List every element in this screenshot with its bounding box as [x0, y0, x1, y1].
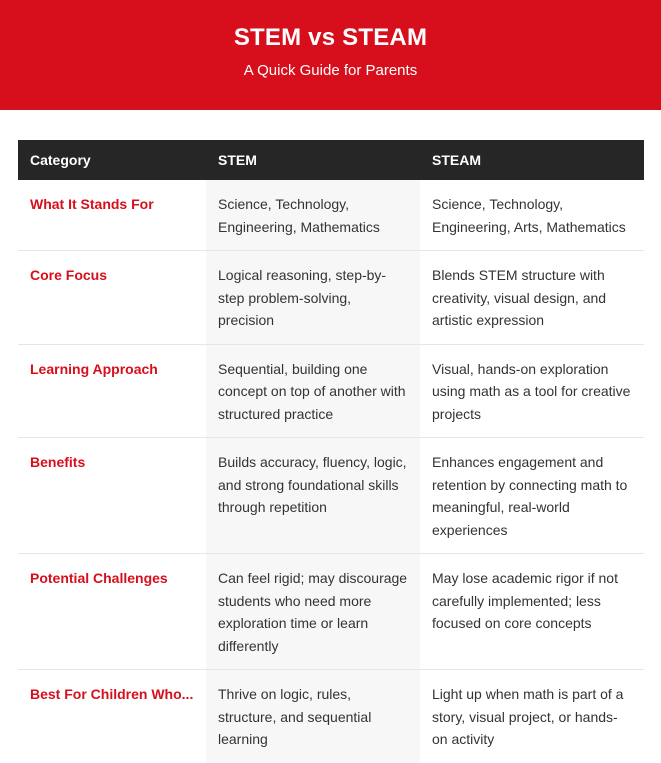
table-header	[18, 140, 644, 180]
steam-cell: Visual, hands-on exploration using math as a tool for creative projects	[420, 344, 644, 438]
category-cell: What It Stands For	[18, 180, 206, 251]
column-header-category: Category	[18, 140, 206, 180]
column-header-stem: STEM	[206, 140, 420, 180]
table-row	[18, 670, 644, 763]
table-row	[18, 554, 644, 670]
steam-cell: May lose academic rigor if not carefully implemented; less focused on core concepts	[420, 554, 644, 670]
stem-cell: Logical reasoning, step-by-step problem-solving, precision	[206, 251, 420, 345]
stem-cell: Builds accuracy, fluency, logic, and strong foundational skills through repetition	[206, 438, 420, 554]
column-header-steam: STEAM	[420, 140, 644, 180]
stem-cell: Thrive on logic, rules, structure, and sequential learning	[206, 670, 420, 763]
comparison-table	[18, 140, 644, 763]
category-cell: Best For Children Who...	[30, 686, 194, 702]
page-title: STEM vs STEAM	[233, 24, 428, 51]
steam-cell: Science, Technology, Engineering, Arts, Mathematics	[420, 180, 644, 251]
header-banner	[0, 0, 661, 110]
category-cell: Benefits	[18, 438, 206, 554]
steam-cell: Light up when math is part of a story, visual project, or hands-on activity	[420, 670, 644, 763]
table-row	[18, 180, 644, 251]
table-row	[18, 438, 644, 554]
table-body	[18, 180, 644, 763]
category-cell: Core Focus	[18, 251, 206, 345]
steam-cell: Blends STEM structure with creativity, visual design, and artistic expression	[420, 251, 644, 345]
table-row	[18, 251, 644, 345]
stem-cell: Science, Technology, Engineering, Mathematics	[206, 180, 420, 251]
comparison-table-container	[18, 140, 644, 763]
category-cell: Learning Approach	[18, 344, 206, 438]
table-row	[18, 344, 644, 438]
steam-cell: Enhances engagement and retention by connecting math to meaningful, real-world experiences	[420, 438, 644, 554]
page-subtitle: A Quick Guide for Parents	[243, 62, 418, 79]
stem-cell: Sequential, building one concept on top of another with structured practice	[206, 344, 420, 438]
table-header-row	[18, 140, 644, 180]
stem-cell: Can feel rigid; may discourage students who need more exploration time or learn differently	[206, 554, 420, 670]
category-cell: Potential Challenges	[18, 554, 206, 670]
